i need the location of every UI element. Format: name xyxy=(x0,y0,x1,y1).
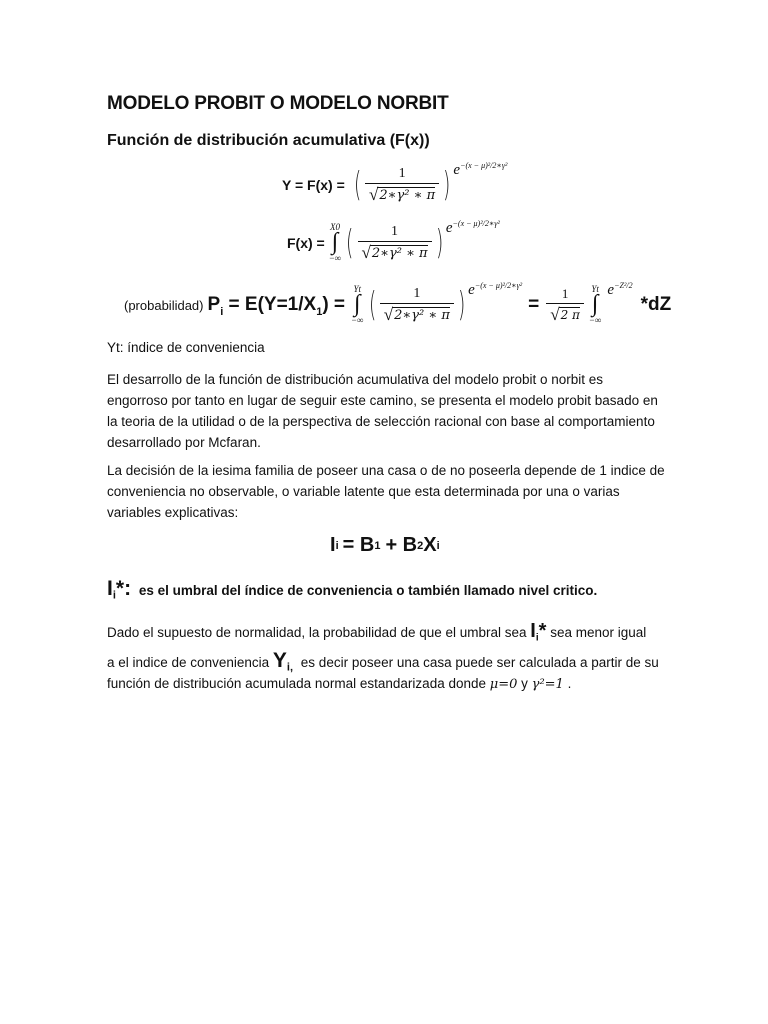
probability-label: (probabilidad) xyxy=(124,297,204,313)
differential: *dZ xyxy=(640,294,672,315)
integral-sign: Yt ∫ −∞ xyxy=(588,284,602,325)
paragraph-normality-line2: a el indice de conveniencia $Y_{i,}$ es decir poseer una casa puede ser calculada a partir de su xyxy=(107,649,659,674)
standard-exponential: $e^{-Z^2/2}$ xyxy=(607,281,633,298)
equation-lhs: F(x) = xyxy=(287,235,325,251)
paragraph-development: El desarrollo de la función de distribución acumulativa del modelo probit o norbit es engorroso por tanto en lugar de seguir este camino, se presenta el modelo probit basado en la teoria de la utilidad o de la perspectiva de selección racional con base al comportamiento desarrollado por Mcfaran. xyxy=(107,372,658,450)
gamma-condition: γ²=1 xyxy=(531,677,564,692)
normalizing-fraction: 1 √ 2 π xyxy=(546,286,584,325)
paragraph-normality-line1: Dado el supuesto de normalidad, la probabilidad de que el umbral sea $I_i*$ sea menor igual xyxy=(107,620,647,644)
threshold-text: es el umbral del índice de conveniencia o también llamado nivel critico. xyxy=(138,583,598,598)
fraction-denominator: √ 2∗γ² ∗ π xyxy=(365,183,439,205)
section-heading: Función de distribución acumulativa (F(x)) xyxy=(107,132,430,149)
exponential: $e^{-(x - \mu)^2/2∗\gamma^2}$ xyxy=(445,219,500,236)
page-title: MODELO PROBIT O MODELO NORBIT xyxy=(107,93,449,114)
fraction-numerator: 1 xyxy=(398,165,406,181)
paragraph-decision: La decisión de la iesima familia de poseer una casa o de no poseerla depende de 1 indice de conveniencia no observable, o variable latente que esta determinada por una o varias variables explicativas: xyxy=(107,463,665,520)
paragraph-normality-line3: función de distribución acumulada normal estandarizada donde μ=0 y γ²=1 . xyxy=(107,676,572,692)
equation-integral: F(x) = X0 ∫ −∞ ( 1 √ 2∗γ² ∗ π ) $e^{-(x - \mu)^2/2∗\gamma^2}$ xyxy=(287,219,500,263)
equation-probability: (probabilidad) $P_i = E(Y=1/X_1)$ = Yt ∫ −∞ ( 1 √ 2∗γ² ∗ π ) $e^{-(x - \mu)^2/2∗\gamma^2}$ = 1 √ 2 π Yt ∫ −∞ $e^{-Z^2/2}$ *dZ xyxy=(124,281,672,325)
mu-condition: μ=0 xyxy=(489,677,518,692)
open-paren: ( xyxy=(353,165,362,205)
threshold-symbol: I xyxy=(107,577,113,600)
fraction xyxy=(365,166,439,205)
probability-lhs: $P_i = E(Y=1/X_1)$ = xyxy=(207,294,346,318)
equation-latent-index: I i = B 1 + B 2 X i xyxy=(330,534,440,556)
integral-sign: X0 ∫ −∞ xyxy=(328,222,342,263)
exponential: $e^{-(x - \mu)^2/2∗\gamma^2}$ xyxy=(453,161,508,178)
equation-lhs: Y = F(x) = xyxy=(282,177,345,193)
close-paren: ) xyxy=(443,165,451,205)
exponential: $e^{-(x - \mu)^2/2∗\gamma^2}$ xyxy=(468,281,523,298)
yt-definition: Yt: índice de conveniencia xyxy=(107,340,265,355)
threshold-definition: $I_i*$: es el umbral del índice de conveniencia o también llamado nivel critico. xyxy=(107,577,598,602)
integral-sign: Yt ∫ −∞ xyxy=(351,284,364,325)
equation-cdf xyxy=(282,160,507,210)
fraction: 1 √ 2∗γ² ∗ π xyxy=(380,286,454,325)
fraction: 1 √ 2∗γ² ∗ π xyxy=(358,224,432,263)
equals-sign: = xyxy=(528,294,540,315)
